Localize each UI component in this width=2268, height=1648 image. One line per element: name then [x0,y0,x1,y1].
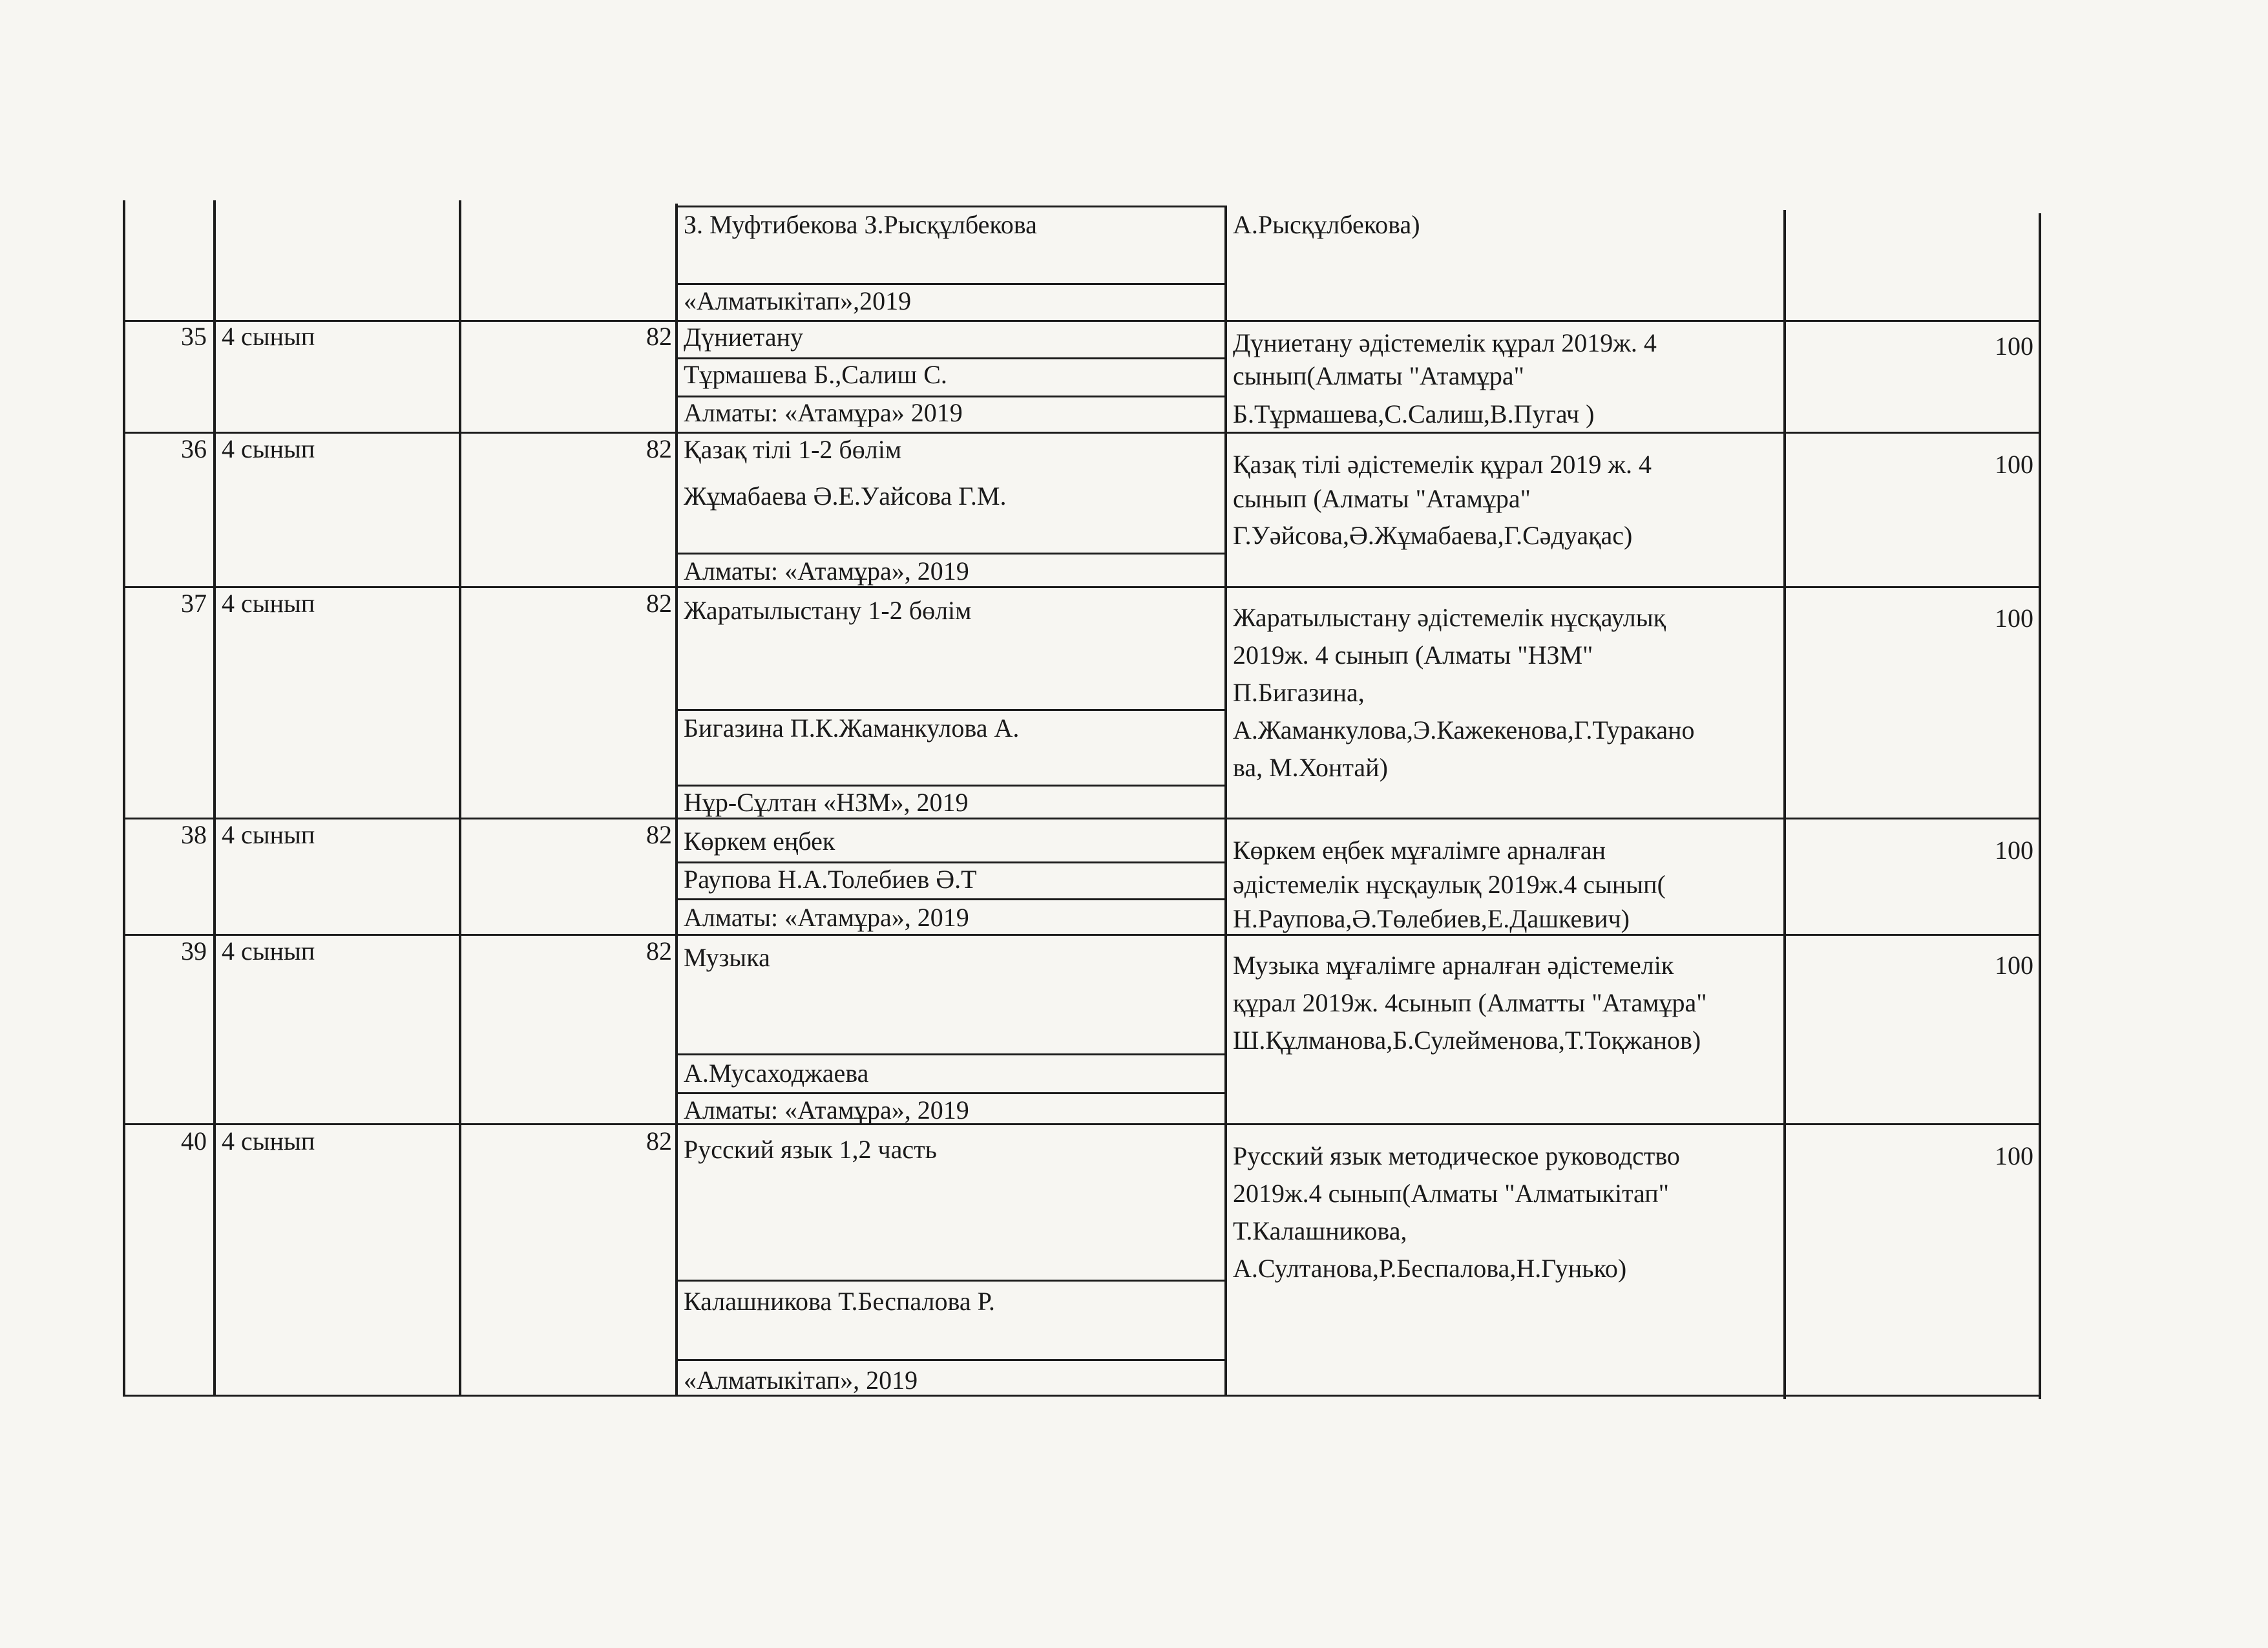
book-authors: Калашникова Т.Беспалова Р. [684,1287,995,1316]
grade-label: 4 сынып [222,322,315,351]
provision-percent: 100 [1995,450,2033,479]
row-separator [123,432,2041,434]
book-publisher: Алматы: «Атамұра», 2019 [684,1095,969,1125]
teacher-guide-line: Музыка мұғалімге арналған әдістемелік [1233,951,1674,980]
teacher-guide-line: Дүниетану әдістемелік құрал 2019ж. 4 [1233,328,1657,357]
book-authors: З. Муфтибекова З.Рысқұлбекова [684,210,1037,239]
student-count: 82 [646,820,672,849]
student-count: 82 [646,936,672,966]
teacher-guide-line: А.Жаманкулова,Э.Кажекенова,Г.Туракано [1233,715,1695,745]
table-border-col5 [1783,210,1786,1399]
row-number: 37 [181,589,207,618]
table-border-col4 [1224,207,1227,1396]
book-publisher: «Алматыкітап»,2019 [684,286,912,315]
subrow-separator [675,709,1227,711]
teacher-guide-line: Ш.Құлманова,Б.Сулейменова,Т.Тоқжанов) [1233,1026,1701,1055]
row-separator [123,1123,2041,1125]
row-number: 36 [181,434,207,463]
teacher-guide-line: 2019ж.4 сынып(Алматы "Алматыкітап" [1233,1179,1669,1208]
book-subject: Музыка [684,943,770,972]
teacher-guide-line: сынып(Алматы "Атамұра" [1233,361,1524,390]
teacher-guide-line: А.Султанова,Р.Беспалова,Н.Гунько) [1233,1254,1627,1283]
provision-percent: 100 [1995,604,2033,633]
book-authors: Раупова Н.А.Толебиев Ә.Т [684,865,977,894]
subrow-separator [675,1092,1227,1094]
row-number: 40 [181,1126,207,1156]
student-count: 82 [646,434,672,463]
grade-label: 4 сынып [222,589,315,618]
teacher-guide-line: Б.Тұрмашева,С.Салиш,В.Пугач ) [1233,399,1595,428]
student-count: 82 [646,1126,672,1156]
subrow-separator [675,898,1227,900]
book-authors: Жұмабаева Ә.Е.Уайсова Г.М. [684,481,1007,511]
teacher-guide-line: Русский язык методическое руководство [1233,1141,1680,1170]
book-subject: Дүниетану [684,322,803,352]
table-border-right [2039,213,2041,1399]
table-border-left [123,200,125,1396]
subrow-separator [675,1280,1227,1282]
book-publisher: Нұр-Сұлтан «НЗМ», 2019 [684,788,969,817]
teacher-guide-line: П.Бигазина, [1233,678,1365,707]
subrow-separator [675,1053,1227,1055]
subrow-separator [675,553,1227,555]
row-separator [123,586,2041,588]
grade-label: 4 сынып [222,936,315,966]
book-subject: Қазақ тілі 1-2 бөлім [684,435,902,464]
row-number: 35 [181,322,207,351]
grade-label: 4 сынып [222,1126,315,1156]
table-border-col1 [213,200,216,1396]
book-authors: Бигазина П.К.Жаманкулова А. [684,713,1020,743]
row-separator [123,818,2041,819]
teacher-guide-line: Н.Раупова,Ә.Төлебиев,Е.Дашкевич) [1233,904,1630,933]
teacher-guide-line: Т.Калашникова, [1233,1216,1407,1245]
table-border-col3 [675,204,678,1396]
row-number: 39 [181,936,207,966]
teacher-guide-line: сынып (Алматы "Атамұра" [1233,484,1531,513]
row-number: 38 [181,820,207,849]
grade-label: 4 сынып [222,434,315,463]
teacher-guide-line: Г.Уәйсова,Ә.Жұмабаева,Г.Сәдуақас) [1233,521,1633,550]
book-publisher: «Алматыкітап», 2019 [684,1366,918,1395]
provision-percent: 100 [1995,836,2033,865]
book-authors: А.Мусаходжаева [684,1059,869,1088]
book-subject: Жаратылыстану 1-2 бөлім [684,596,972,625]
student-count: 82 [646,322,672,351]
teacher-guide-line: құрал 2019ж. 4сынып (Алматты "Атамұра" [1233,988,1707,1017]
book-publisher: Алматы: «Атамұра», 2019 [684,556,969,586]
teacher-guide-line: ва, М.Хонтай) [1233,753,1388,782]
teacher-guide-line: Жаратылыстану әдістемелік нұсқаулық [1233,603,1666,632]
provision-percent: 100 [1995,332,2033,361]
provision-percent: 100 [1995,951,2033,980]
subrow-separator [675,1359,1227,1361]
row-separator [123,320,2041,322]
student-count: 82 [646,589,672,618]
book-publisher: Алматы: «Атамұра», 2019 [684,903,969,932]
teacher-guide-line: 2019ж. 4 сынып (Алматы "НЗМ" [1233,640,1593,670]
teacher-guide-line: Қазақ тілі әдістемелік құрал 2019 ж. 4 [1233,450,1652,479]
provision-percent: 100 [1995,1141,2033,1170]
grade-label: 4 сынып [222,820,315,849]
subrow-separator [675,861,1227,863]
teacher-guide-line: Көркем еңбек мұғалімге арналған [1233,836,1606,865]
table-border-bottom [123,1395,2041,1397]
table-border-col2 [459,200,461,1396]
book-subject: Көркем еңбек [684,827,835,856]
subrow-separator [675,283,1227,285]
teacher-guide-line: А.Рысқұлбекова) [1233,210,1420,239]
book-publisher: Алматы: «Атамұра» 2019 [684,398,963,427]
row-separator [123,934,2041,936]
book-subject: Русский язык 1,2 часть [684,1135,937,1164]
subrow-separator [675,206,1227,207]
subrow-separator [675,785,1227,787]
teacher-guide-line: әдістемелік нұсқаулық 2019ж.4 сынып( [1233,870,1666,899]
book-authors: Тұрмашева Б.,Салиш С. [684,360,947,389]
